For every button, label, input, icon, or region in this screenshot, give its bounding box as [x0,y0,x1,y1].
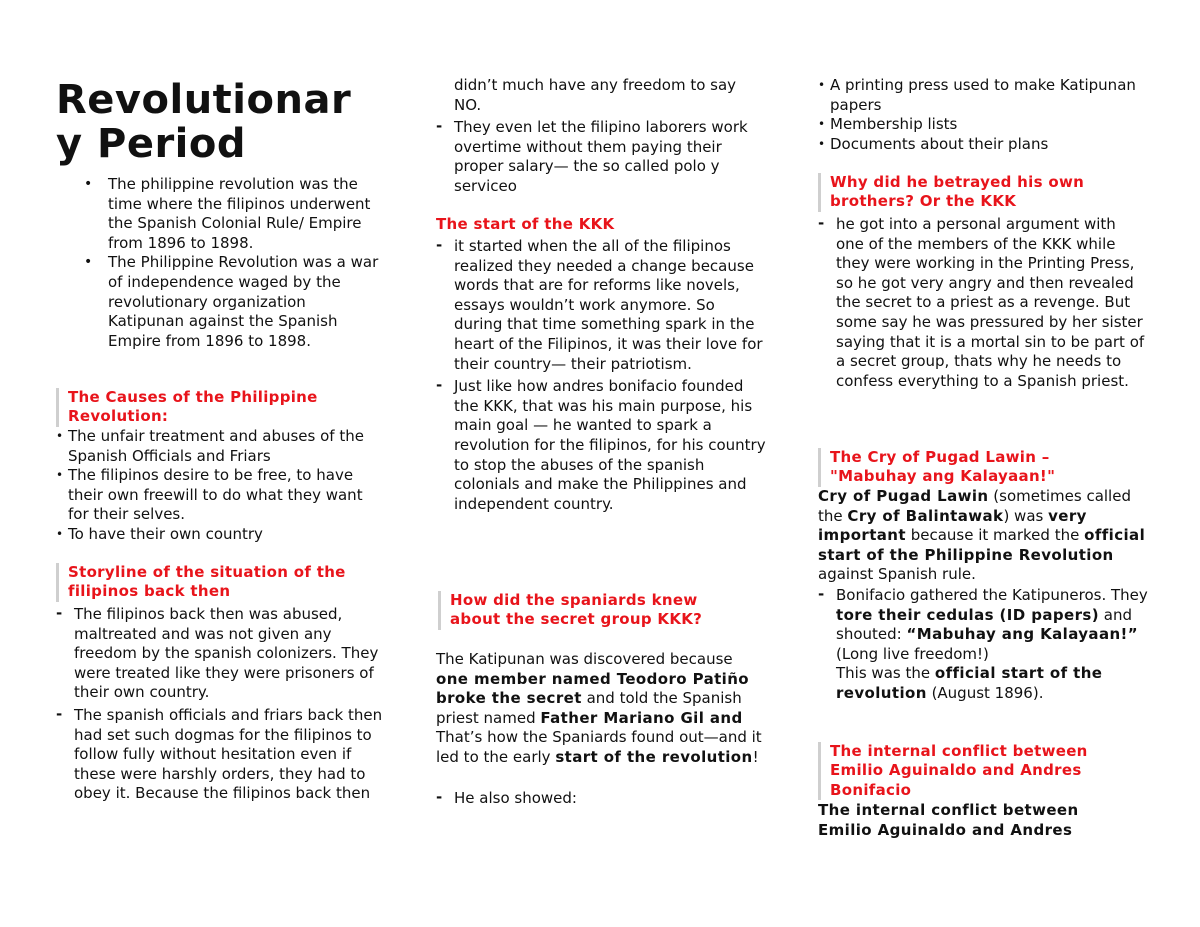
storyline-list [56,605,386,807]
betray-heading: Why did he betrayed his own brothers? Or the KKK [818,173,1138,212]
bold-run: official start of the Philippine Revolution [818,526,1146,564]
text-run: and told the Spanish priest named [436,689,742,727]
continuation-text: didn’t much have any freedom to say NO. [454,76,737,114]
list-item: - The spanish officials and friars back then had set such dogmas for the filipinos to follow fully without hesitation even if these were harshly orders, they had to obey it. Because the filipinos back then [56,706,386,804]
text-run: (August 1896). [931,683,1044,702]
bold-run: start of the revolution [555,747,753,766]
start-list [436,237,766,517]
bold-run: “Mabuhay ang Kalayaan!” [906,625,1139,644]
list-item: - He also showed: [436,789,766,809]
bold-run: very important [818,506,1087,545]
evidence-list [818,76,1148,154]
conflict-heading: The internal conflict between Emilio Aguinaldo and Andres Bonifacio [818,742,1118,800]
list-item [818,586,1148,704]
bold-run: official start of the revolution [836,664,1103,702]
list-item: • The Philippine Revolution was a war of independence waged by the revolutionary organization Katipunan against the Spanish Empire from 1896 to 1898. [56,253,386,351]
showed-list [436,789,766,812]
list-item: • The unfair treatment and abuses of the Spanish Officials and Friars [56,427,386,466]
causes-heading: The Causes of the Philippine Revolution: [56,388,356,427]
list-item: - They even let the filipino laborers work overtime without them paying their proper salary— the so called polo y serviceo [436,118,766,196]
list-item: • Documents about their plans [818,135,1148,155]
text-run: This was the [836,664,931,683]
list-item: - it started when the all of the filipinos realized they needed a change because words that are for reforms like novels, essays wouldn’t work anymore. So during that time something spark in the heart of the Filipinos, it was their love for their country— their patriotism. [436,237,766,374]
list-item: • The philippine revolution was the time where the filipinos underwent the Spanish Colonial Rule/ Empire from 1896 to 1898. [56,175,386,253]
list-item: - The filipinos back then was abused, maltreated and was not given any freedom by the spanish colonizers. They were treated like they were prisoners of their own country. [56,605,386,703]
start-heading: The start of the KKK [436,215,615,233]
conflict-text: The internal conflict between Emilio Aguinaldo and Andres [818,801,1079,839]
text-run: because it marked the [910,526,1080,545]
betray-list [818,215,1148,394]
text-run: (sometimes called the [818,487,1131,525]
cry-paragraph [818,487,1153,585]
text-run: The Katipunan was discovered because [436,650,733,668]
storyline-heading: Storyline of the situation of the filipinos back then [56,563,376,602]
bold-run: tore their cedulas (ID papers) [836,605,1100,624]
text-run: That’s how the Spaniards found out—and it led to the early [436,728,762,766]
list-item: - Just like how andres bonifacio founded the KKK, that was his main purpose, his main goal — he wanted to spark a revolution for the filipinos, for his country to stop the abuses of the spanish colonials and make the Philippines and independent country. [436,377,766,514]
list-item: • The filipinos desire to be free, to have their own freewill to do what they want for their selves. [56,466,386,525]
bold-run: Cry of Pugad Lawin [818,487,989,505]
list-item: • Membership lists [818,115,1148,135]
list-item: - he got into a personal argument with one of the members of the KKK while they were working in the Printing Press, so he got very angry and then revealed the secret to a priest as a revenge. But some say he was pressured by her sister saying that it is a mortal sin to be part of a secret group, thats why he needs to confess everything to a Spanish priest. [818,215,1148,391]
text-run: and shouted: [836,605,1133,644]
cry-heading: The Cry of Pugad Lawin – "Mabuhay ang Kalayaan!" [818,448,1118,487]
text-run: against Spanish rule. [818,565,976,584]
bold-run: Cry of Balintawak [847,506,1004,525]
text-run: ! [752,747,759,766]
cry-list [818,586,1148,707]
list-item: • To have their own country [56,525,386,545]
how-paragraph [436,650,766,768]
list-item: • A printing press used to make Katipunan papers [818,76,1148,115]
bold-run: one member named Teodoro Patiño broke the secret [436,669,750,708]
text-run: ) was [1003,506,1044,525]
intro-bullet-list [56,175,386,351]
continuation-list [436,118,766,199]
bold-run: Father Mariano Gil and [540,708,743,727]
text-run: Bonifacio gathered the Katipuneros. They [836,586,1148,604]
how-heading: How did the spaniards knew about the secret group KKK? [438,591,748,630]
text-run: (Long live freedom!) [836,644,989,663]
causes-list [56,427,386,545]
page-title: Revolutionar y Period [56,77,352,167]
